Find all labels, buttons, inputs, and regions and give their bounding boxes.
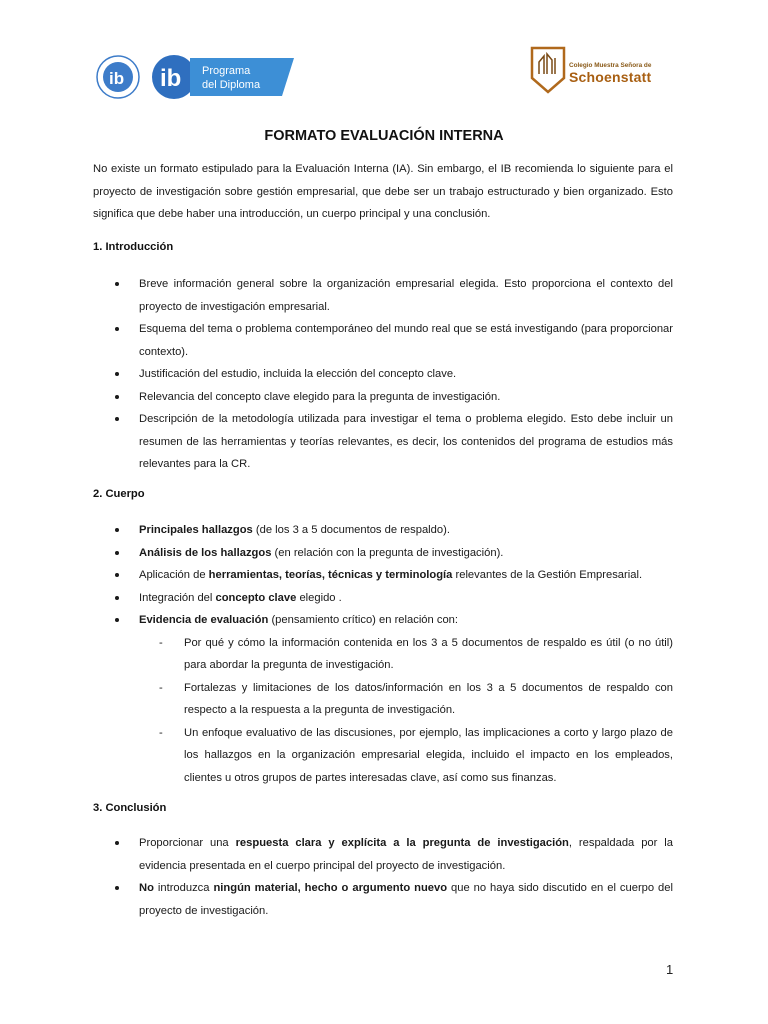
list-item: Aplicación de herramientas, teorías, técnicas y terminología relevantes de la Gestión Empresarial. [139, 564, 673, 587]
bullet-icon [115, 841, 119, 845]
bullet-icon [115, 282, 119, 286]
section-heading-introduccion: 1. Introducción [93, 241, 174, 253]
conclusion-list [139, 832, 673, 922]
bullet-icon [115, 372, 119, 376]
svg-text:ib: ib [109, 69, 125, 88]
dash-marker: - [159, 681, 163, 694]
svg-text:ib: ib [160, 65, 182, 92]
school-name-big: Schoenstatt [569, 69, 652, 85]
list-item: Breve información general sobre la organización empresarial elegida. Esto proporciona el contexto del proyecto de investigación empresarial. [139, 273, 673, 318]
list-item: Proporcionar una respuesta clara y explícita a la pregunta de investigación, respaldada por la evidencia presentada en el cuerpo principal del proyecto de investigación. [139, 832, 673, 877]
bullet-icon [115, 551, 119, 555]
sublist-item: - Un enfoque evaluativo de las discusiones, por ejemplo, las implicaciones a corto y largo plazo de los hallazgos en la organización empresarial elegida, incluido el impacto en los empleados, clientes u otros grupos de partes interesadas clave, así como sus finanzas. [184, 722, 673, 790]
bullet-icon [115, 573, 119, 577]
list-item: Integración del concepto clave elegido . [139, 587, 673, 610]
evidencia-sublist [139, 632, 673, 790]
school-name-small: Colegio Muestra Señora de [569, 62, 652, 69]
section-heading-cuerpo: 2. Cuerpo [93, 488, 145, 500]
intro-paragraph: No existe un formato estipulado para la Evaluación Interna (IA). Sin embargo, el IB recomienda lo siguiente para el proyecto de investigación sobre gestión empresarial, que debe ser un trabajo estructurado y bien organizado. Esto significa que debe haber una introducción, un cuerpo principal y una conclusión. [93, 163, 673, 220]
ib-logo-line2: del Diploma [202, 79, 261, 91]
bullet-icon [115, 417, 119, 421]
sublist-item: - Por qué y cómo la información contenida en los 3 a 5 documentos de respaldo es útil (o no útil) para abordar la pregunta de investigación. [184, 632, 673, 677]
page-number: 1 [666, 962, 674, 977]
bullet-icon [115, 395, 119, 399]
introduccion-list [139, 273, 673, 476]
bullet-icon [115, 596, 119, 600]
dash-marker: - [159, 636, 163, 649]
list-item: Relevancia del concepto clave elegido para la pregunta de investigación. [139, 386, 673, 409]
list-item: Análisis de los hallazgos (en relación con la pregunta de investigación). [139, 542, 673, 565]
list-item: Descripción de la metodología utilizada para investigar el tema o problema elegido. Esto debe incluir un resumen de las herramientas y teorías relevantes, es decir, los contenidos del programa de estudios más relevantes para la CR. [139, 408, 673, 476]
section-heading-conclusion: 3. Conclusión [93, 802, 167, 814]
bullet-icon [115, 886, 119, 890]
bullet-icon [115, 327, 119, 331]
list-item: No introduzca ningún material, hecho o argumento nuevo que no haya sido discutido en el cuerpo del proyecto de investigación. [139, 877, 673, 922]
list-item: Principales hallazgos (de los 3 a 5 documentos de respaldo). [139, 519, 673, 542]
list-item: Evidencia de evaluación (pensamiento crítico) en relación con: - Por qué y cómo la información contenida en los 3 a 5 documentos de respaldo es útil (o no útil) para abordar la pregunta de investigación. - Fortalezas y limitaciones de los datos/información en los 3 a 5 documentos de respaldo con respecto a la respuesta a la pregunta de investigación. - Un enfoque evaluativo de las discusiones, por ejemplo, las implicaciones a corto y largo plazo de los hallazgos en la organización empresarial elegida, incluido el impacto en los empleados, clientes u otros grupos de partes interesadas clave, así como sus finanzas. [139, 609, 673, 789]
bullet-icon [115, 528, 119, 532]
dash-marker: - [159, 726, 163, 739]
ib-programa-diploma-logo [96, 54, 296, 100]
document-title: FORMATO EVALUACIÓN INTERNA [264, 128, 504, 144]
list-item: Esquema del tema o problema contemporáneo del mundo real que se está investigando (para proporcionar contexto). [139, 318, 673, 363]
sublist-item: - Fortalezas y limitaciones de los datos/información en los 3 a 5 documentos de respaldo con respecto a la respuesta a la pregunta de investigación. [184, 677, 673, 722]
cuerpo-list [139, 519, 673, 789]
ib-logo-line1: Programa [202, 65, 251, 77]
bullet-icon [115, 618, 119, 622]
list-item: Justificación del estudio, incluida la elección del concepto clave. [139, 363, 673, 386]
